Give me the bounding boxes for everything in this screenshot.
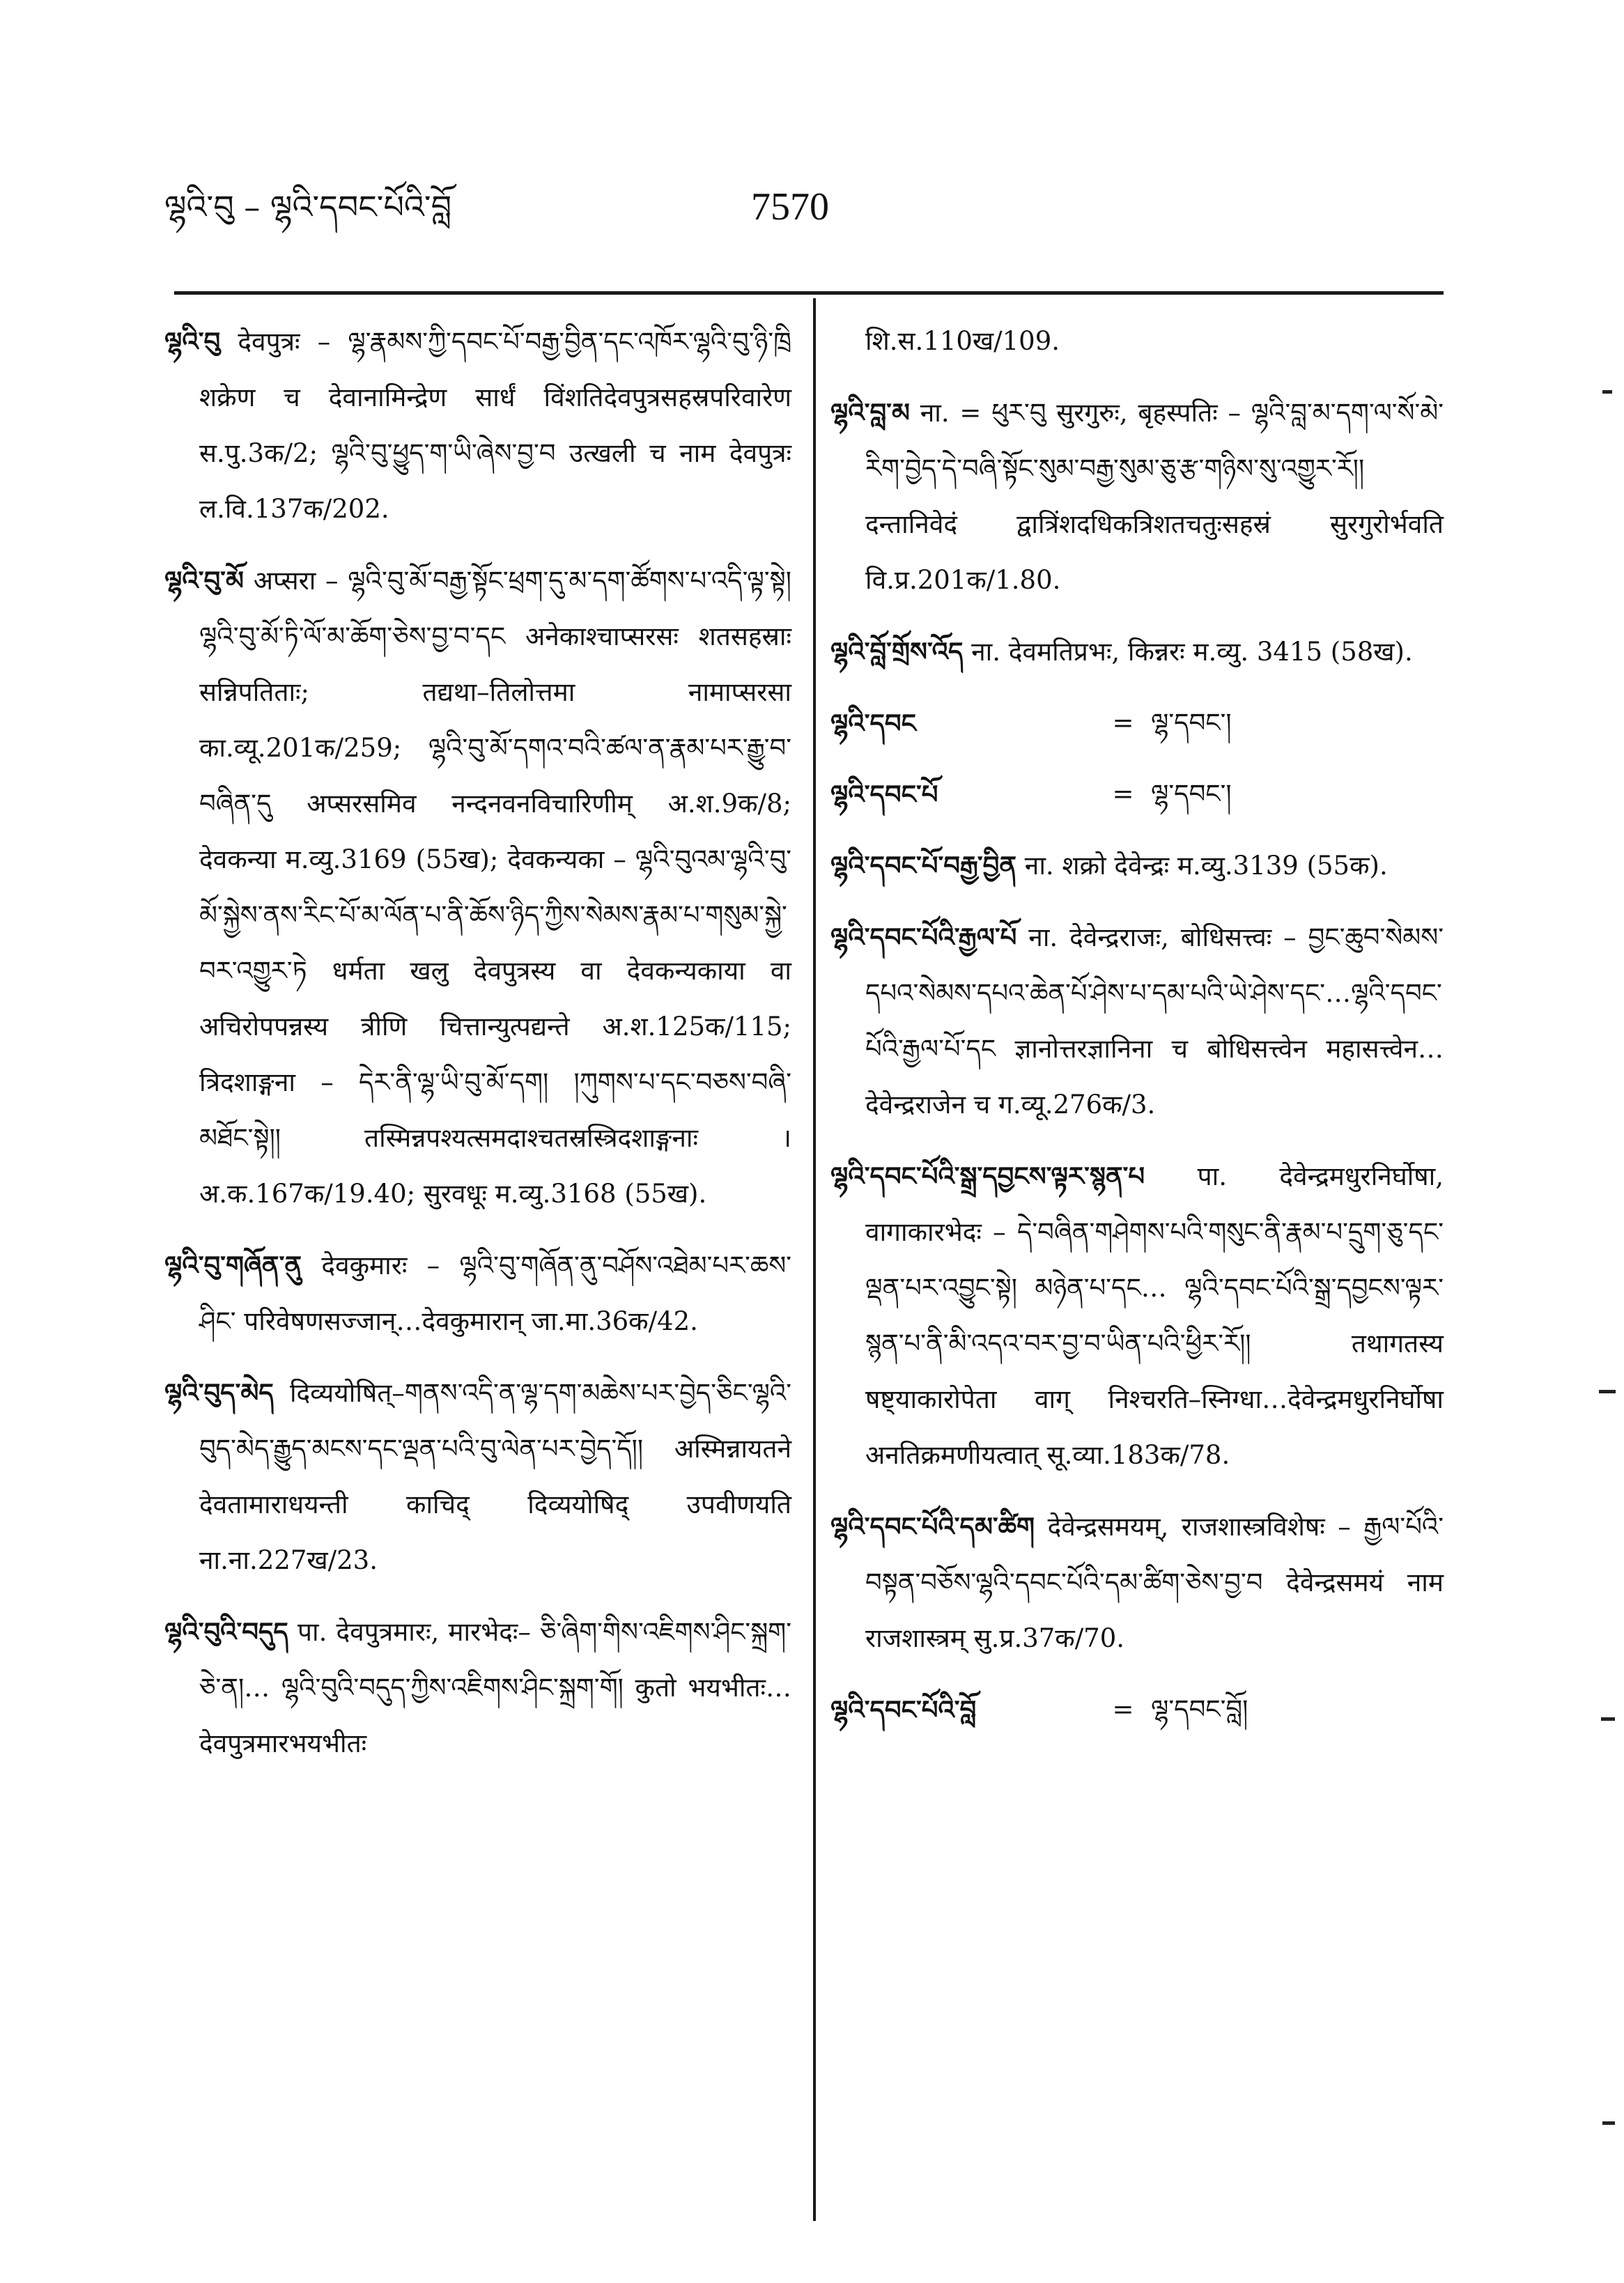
entry-body: देवेन्द्रसमयम्, राजशास्त्रविशेषः – རྒྱལ་པོའི་བསྟན་བཅོས་ལྷའི་དབང་པོའི་དམ་ཚིག་ཅེས་བྱ་བ देवेन्द्रसमयं नाम राजशास्त्रम् सु.प्र.37क/70.: [865, 1512, 1444, 1653]
entry-body: देवकुमारः – ལྷའི་བུ་གཞོན་ནུ་བཤོས་འཐེམ་པར་ཆས་ཤིང་ परिवेषणसज्जान्…देवकुमारान् जा.मा.36क/42.: [199, 1251, 791, 1336]
entry-headword: ལྷའི་བུ: [164, 326, 221, 357]
entry-headword: ལྷའི་བླ་མ: [830, 397, 910, 428]
dictionary-entry: [830, 1499, 1444, 1666]
entry-headword: ལྷའི་དབང་པོའི་སྒྲ་དབྱངས་ལྟར་སྙན་པ: [830, 1161, 1145, 1191]
scan-edge-mark: [1602, 390, 1612, 394]
entry-headword: ལྷའི་དབང་པོ་བརྒྱ་བྱིན: [830, 850, 1017, 881]
cross-reference-entry: [830, 766, 1444, 822]
entry-body: ना. शक्रो देवेन्द्रः म.व्यु.3139 (55क).: [1024, 851, 1388, 881]
entry-headword: ལྷའི་བུའི་བདུད: [164, 1616, 288, 1647]
scan-edge-mark: [1601, 1717, 1615, 1721]
entry-body: ना. देवमतिप्रभः, किन्नरः म.व्यु. 3415 (58ख).: [971, 637, 1413, 667]
entry-body: अप्सरा – ལྷའི་བུ་མོ་བརྒྱ་སྟོང་ཕྲག་དུ་མ་དག་ཚོགས་པ་འདི་ལྟ་སྟེ། ལྷའི་བུ་མོ་ཏི་ལོ་མ་ཆོག་ཅེས་བྱ་བ་དང अनेकाश्चाप्सरसः शतसहस्राः सन्निपतिताः; तद्यथा–तिलोत्तमा नामाप्सरसा का.व्यू.201क/259; ལྷའི་བུ་མོ་དགའ་བའི་ཚལ་ན་རྣམ་པར་རྒྱུ་བ་བཞིན་དུ अप्सरसमिव नन्दनवनविचारिणीम् अ.श.9क/8; देवकन्या म.व्यु.3169 (55ख); देवकन्यका – ལྷའི་བུའམ་ལྷའི་བུ་མོ་སྐྱེས་ནས་རིང་པོ་མ་ལོན་པ་ནི་ཆོས་ཉིད་ཀྱིས་སེམས་རྣམ་པ་གསུམ་སྐྱེ་བར་འགྱུར་ཏེ धर्मता खलु देवपुत्रस्य वा देवकन्यकाया वा अचिरोपपन्नस्य त्रीणि चित्तान्युत्पद्यन्ते अ.श.125क/115; त्रिदशाङ्गना – དེར་ནི་ལྷ་ཡི་བུ་མོ་དག། །ཀུགས་པ་དང་བཅས་བཞི་མཐོང་སྟེ།། तस्मिन्नपश्यत्समदाश्चतस्रस्त्रिदशाङ्गनाः । अ.क.167क/19.40; सुरवधूः म.व्यु.3168 (55ख).: [199, 566, 792, 1209]
entry-headword: ལྷའི་དབང: [830, 708, 916, 738]
scan-edge-mark: [1599, 1390, 1616, 1393]
equals-sign: =: [1112, 708, 1134, 738]
header-range: ལྷའི་བུ – ལྷའི་དབང་པོའི་བློ: [164, 188, 452, 226]
entry-body: पा. देवेन्द्रमधुरनिर्घोषा, वागाकारभेदः – དེ་བཞིན་གཤེགས་པའི་གསུང་ནི་རྣམ་པ་དྲུག་ཅུ་དང་ལྡན་པར་འབྱུང་སྟེ། མཉེན་པ་དང… ལྷའི་དབང་པོའི་སྒྲ་དབྱངས་ལྟར་སྙན་པ་ནི་མི་འདའ་བར་བྱ་བ་ཡིན་པའི་ཕྱིར་རོ།། तथागतस्य षष्ट्याकारोपेता वाग् निश्चरति–स्निग्धा…देवेन्द्रमधुरनिर्घोषा अनतिक्रमणीयत्वात् सू.व्या.183क/78.: [865, 1161, 1444, 1470]
dictionary-entry-continued: [830, 314, 1444, 369]
page-header: [164, 183, 1439, 245]
entry-body: शि.स.110ख/109.: [865, 326, 1060, 356]
entry-headword: ལྷའི་བུད་མེད: [164, 1377, 274, 1408]
entry-headword: ལྷའི་དབང་པོའི་བློ: [830, 1694, 977, 1725]
entry-body: पा. देवपुत्रमारः, मारभेदः– ཅི་ཞིག་གིས་འཇིགས་ཤིང་སྐྲག་ཅེ་ན།… ལྷའི་བུའི་བདུད་ཀྱིས་འཇིགས་ཤིང་སྐྲག་གོ། कुतो भयभीतः… देवपुत्रमारभयभीतः: [199, 1617, 791, 1758]
dictionary-entry: [830, 1148, 1444, 1483]
cross-reference-entry: [830, 1682, 1444, 1738]
dictionary-entry: [164, 314, 791, 537]
header-rule: [174, 291, 1444, 295]
dictionary-entry: [164, 1604, 791, 1772]
entry-headword: ལྷའི་དབང་པོའི་དམ་ཚིག: [830, 1511, 1035, 1542]
entry-headword: ལྷའི་དབང་པོའི་རྒྱལ་པོ: [830, 922, 1017, 952]
entry-headword: ལྷའི་བུ་གཞོན་ནུ: [164, 1250, 302, 1280]
left-column: [164, 314, 791, 1787]
equals-sign: =: [1112, 779, 1134, 809]
entry-headword: ལྷའི་བློ་གྲོས་འོད: [830, 636, 964, 667]
dictionary-entry: [830, 837, 1444, 894]
entry-body: दिव्ययोषित्–གནས་འདི་ན་ལྷ་དག་མཆེས་པར་བྱེད་ཅིང་ལྷའི་བུད་མེད་རྒྱུད་མངས་དང་ལྡན་པའི་བུ་ལེན་པར་བྱེད་དོ།། अस्मिन्नायतने देवतामाराधयन्ती काचिद् दिव्ययोषिद् उपवीणयति ना.ना.227ख/23.: [199, 1378, 791, 1575]
cross-reference-target: ལྷ་དབང་།: [1151, 779, 1232, 809]
cross-reference-target: ལྷ་དབང་བློ།: [1151, 1694, 1248, 1724]
dictionary-entry: [830, 909, 1444, 1133]
dictionary-entry: [830, 624, 1444, 680]
cross-reference-target: ལྷ་དབང་།: [1151, 708, 1232, 738]
dictionary-entry: [830, 385, 1444, 608]
dictionary-entry: [164, 1365, 791, 1588]
cross-reference-entry: [830, 695, 1444, 751]
entry-body: देवपुत्रः – ལྷ་རྣམས་ཀྱི་དབང་པོ་བརྒྱ་བྱིན་དང་འཁོར་ལྷའི་བུ་ཉི་ཁྲི शक्रेण च देवानामिन्द्रेण सार्धं विंशतिदेवपुत्रसहस्रपरिवारेण स.पु.3क/2; ལྷའི་བུ་ཕྱུད་ག་ཡི་ཞེས་བྱ་བ उत्खली च नाम देवपुत्रः ल.वि.137क/202.: [199, 327, 791, 524]
entry-body: ना. देवेन्द्रराजः, बोधिसत्त्वः – བྱང་ཆུབ་སེམས་དཔའ་སེམས་དཔའ་ཆེན་པོ་ཤེས་པ་དམ་པའི་ཡེ་ཤེས་དང་…ལྷའི་དབང་པོའི་རྒྱལ་པོ་དང ज्ञानोत्तरज्ञानिना च बोधिसत्त्वेन महासत्त्वेन…देवेन्द्रराजेन च ग.व्यू.276क/3.: [865, 922, 1444, 1120]
dictionary-entry: [164, 552, 791, 1222]
entry-headword: ལྷའི་བུ་མོ: [164, 565, 244, 596]
entry-headword: ལྷའི་དབང་པོ: [830, 779, 938, 810]
scan-edge-mark: [1602, 2121, 1615, 2125]
dictionary-entry: [164, 1237, 791, 1349]
column-divider: [813, 298, 816, 2221]
right-column: [830, 314, 1444, 1753]
page-number: 7570: [751, 185, 829, 229]
entry-body: ना. = ཕུར་བུ सुरगुरुः, बृहस्पतिः – ལྷའི་བླ་མ་དག་ལ་སོ་མེ་རིག་བྱེད་དེ་བཞི་སྟོང་སུམ་བརྒྱ་སུམ་ཅུ་རྩ་གཉིས་སུ་འགྱུར་རོ།། दन्तानिवेदं द्वात्रिंशदधिकत्रिशतचतुःसहस्रं सुरगुरोर्भवति वि.प्र.201क/1.80.: [865, 398, 1444, 595]
equals-sign: =: [1112, 1694, 1134, 1724]
